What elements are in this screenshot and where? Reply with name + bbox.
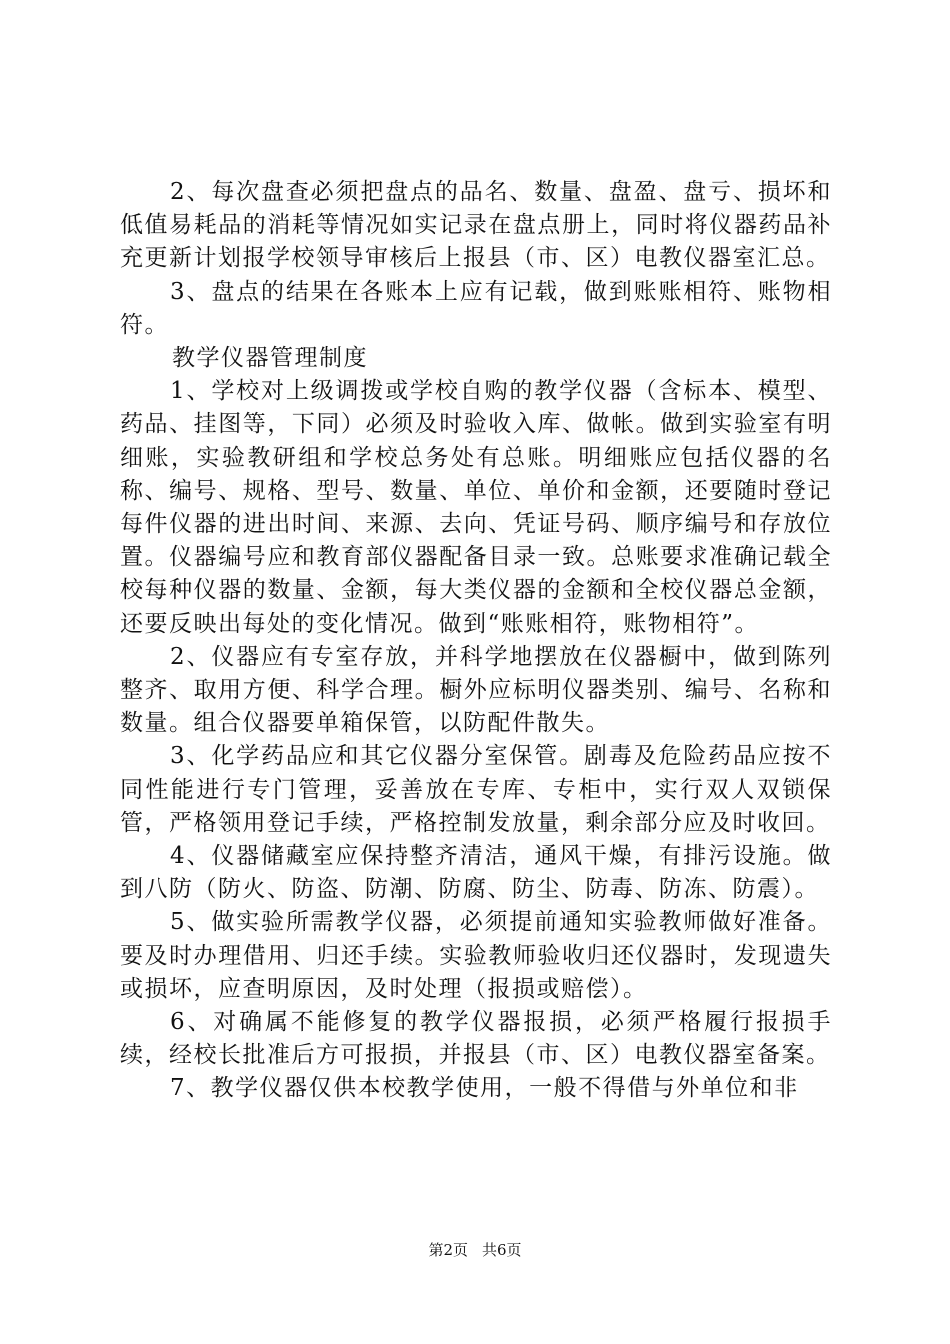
rule-paragraph-5: 5、做实验所需教学仪器，必须提前通知实验教师做好准备。要及时办理借用、归还手续。实验教师验收归还仪器时，发现遗失或损坏，应查明原因，及时处理（报损或赔偿）。 bbox=[120, 909, 832, 1002]
section-title: 教学仪器管理制度 bbox=[172, 345, 368, 372]
rule-paragraph-4: 4、仪器储藏室应保持整齐清洁，通风干燥，有排污设施。做到八防（防火、防盗、防潮、防腐、防尘、防毒、防冻、防震）。 bbox=[120, 843, 832, 903]
rule-paragraph-6: 6、对确属不能修复的教学仪器报损，必须严格履行报损手续，经校长批准后方可报损，并报县（市、区）电教仪器室备案。 bbox=[120, 1009, 832, 1069]
rule-paragraph-2: 2、仪器应有专室存放，并科学地摆放在仪器橱中，做到陈列整齐、取用方便、科学合理。橱外应标明仪器类别、编号、名称和数量。组合仪器要单箱保管，以防配件散失。 bbox=[120, 643, 832, 737]
paragraph-inventory-result: 3、盘点的结果在各账本上应有记载，做到账账相符、账物相符。 bbox=[120, 278, 832, 338]
rule-paragraph-3: 3、化学药品应和其它仪器分室保管。剧毒及危险药品应按不同性能进行专门管理，妥善放在专库、专柜中，实行双人双锁保管，严格领用登记手续，严格控制发放量，剩余部分应及时收回。 bbox=[120, 743, 832, 836]
page-total: 共6页 bbox=[482, 1241, 522, 1259]
page-footer bbox=[0, 1240, 950, 1260]
page-number: 第2页 bbox=[428, 1241, 468, 1259]
document-body bbox=[120, 176, 832, 1106]
paragraph-inventory-check: 2、每次盘查必须把盘点的品名、数量、盘盈、盘亏、损坏和低值易耗品的消耗等情况如实记录在盘点册上，同时将仪器药品补充更新计划报学校领导审核后上报县（市、区）电教仪器室汇总。 bbox=[120, 179, 832, 272]
rule-paragraph-1: 1、学校对上级调拨或学校自购的教学仪器（含标本、模型、药品、挂图等，下同）必须及时验收入库、做帐。做到实验室有明细账，实验教研组和学校总务处有总账。明细账应包括仪器的名称、编号、规格、型号、数量、单位、单价和金额，还要随时登记每件仪器的进出时间、来源、去向、凭证号码、顺序编号和存放位置。仪器编号应和教育部仪器配备目录一致。总账要求准确记载全校每种仪器的数量、金额，每大类仪器的金额和全校仪器总金额，还要反映出每处的变化情况。做到“账账相符，账物相符”。 bbox=[120, 378, 832, 637]
rule-paragraph-7: 7、教学仪器仅供本校教学使用，一般不得借与外单位和非 bbox=[170, 1075, 799, 1102]
